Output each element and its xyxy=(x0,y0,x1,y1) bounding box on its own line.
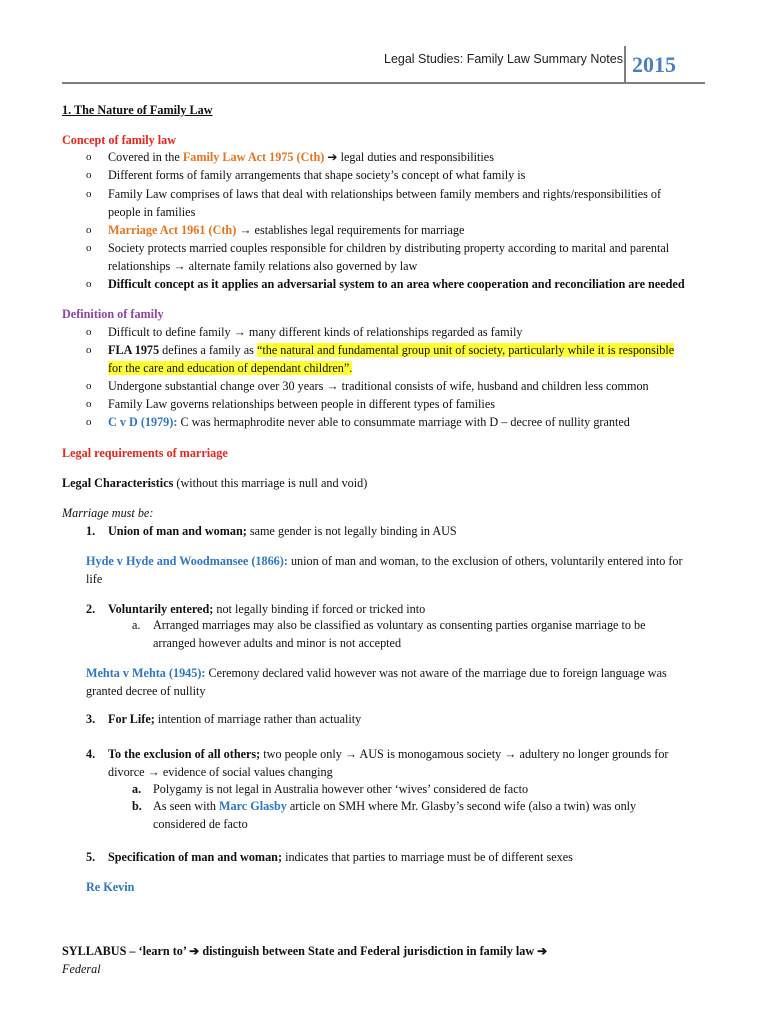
bullet: o xyxy=(86,416,92,428)
concept-heading: Concept of family law xyxy=(62,133,177,147)
case-mehta-continuation: granted decree of nullity xyxy=(86,684,206,698)
syllabus-line: SYLLABUS – ‘learn to’ ➔ distinguish between State and Federal jurisdiction in family law ➔ xyxy=(62,944,548,958)
characteristics-line: Legal Characteristics (without this marriage is null and void) xyxy=(62,476,368,490)
case-mehta: Mehta v Mehta (1945): Ceremony declared valid however was not aware of the marriage due to foreign language was xyxy=(86,666,667,680)
case-hyde: Hyde v Hyde and Woodmansee (1866): union of man and woman, to the exclusion of others, voluntarily entered into for xyxy=(86,554,683,568)
section-title: 1. The Nature of Family Law xyxy=(62,103,213,117)
bullet: o xyxy=(86,278,92,290)
highlighted-quote: for the care and education of dependant children”. xyxy=(108,361,353,375)
bullet: o xyxy=(86,380,92,392)
bullet: o xyxy=(86,398,92,410)
bullet: o xyxy=(86,224,92,236)
definition-heading: Definition of family xyxy=(62,307,164,321)
highlighted-quote: “the natural and fundamental group unit of society, particularly while it is responsible xyxy=(256,343,675,357)
marriage-must-be: Marriage must be: xyxy=(62,506,154,520)
document-header-title: Legal Studies: Family Law Summary Notes xyxy=(384,52,623,66)
case-hyde-continuation: life xyxy=(86,572,103,586)
case-re-kevin: Re Kevin xyxy=(86,880,135,894)
header-divider xyxy=(624,46,626,84)
header-year: 2015 xyxy=(632,52,676,77)
federal-label: Federal xyxy=(62,962,101,976)
bullet: o xyxy=(86,326,92,338)
bullet: o xyxy=(86,242,92,254)
bullet: o xyxy=(86,188,92,200)
requirements-heading: Legal requirements of marriage xyxy=(62,446,228,460)
header-rule xyxy=(62,82,705,84)
bullet: o xyxy=(86,169,92,181)
bullet: o xyxy=(86,344,92,356)
bullet: o xyxy=(86,151,92,163)
